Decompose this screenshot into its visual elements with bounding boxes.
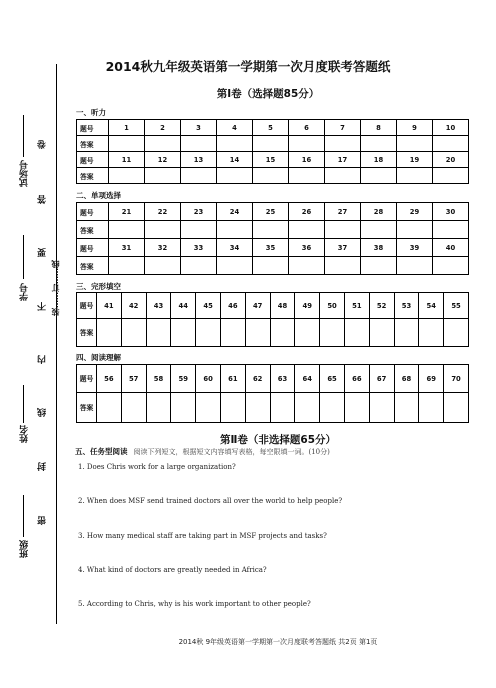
answer-cell[interactable] (344, 319, 369, 347)
answer-cell[interactable] (181, 168, 217, 184)
answer-cell[interactable] (419, 319, 444, 347)
question-number: 41 (97, 293, 122, 319)
class-label: 班级 (20, 540, 30, 558)
question-number: 38 (361, 239, 397, 257)
row-label: 题号 (77, 152, 109, 168)
question-number: 20 (433, 152, 469, 168)
task-reading-title: 五、任务型阅读 (75, 447, 128, 456)
question-number: 54 (419, 293, 444, 319)
seal-char-6: 线 (38, 408, 48, 417)
answer-cell[interactable] (270, 319, 295, 347)
table-row (77, 136, 469, 152)
answer-cell[interactable] (97, 393, 122, 423)
answer-cell[interactable] (145, 168, 181, 184)
answer-cell[interactable] (325, 168, 361, 184)
answer-cell[interactable] (220, 393, 245, 423)
question-number: 36 (289, 239, 325, 257)
seal-char-4: 不 (38, 302, 48, 311)
answer-cell[interactable] (433, 257, 469, 275)
answer-cell[interactable] (344, 393, 369, 423)
question-number: 42 (121, 293, 146, 319)
answer-cell[interactable] (253, 257, 289, 275)
table-row (77, 203, 469, 221)
table-row (77, 152, 469, 168)
question-3: 3. How many medical staff are taking part in MSF projects and tasks? (78, 532, 327, 540)
question-number: 48 (270, 293, 295, 319)
answer-cell[interactable] (146, 393, 171, 423)
answer-cell[interactable] (109, 257, 145, 275)
question-number: 13 (181, 152, 217, 168)
question-number: 14 (217, 152, 253, 168)
answer-cell[interactable] (145, 221, 181, 239)
answer-cell[interactable] (289, 136, 325, 152)
question-number: 4 (217, 120, 253, 136)
answer-cell[interactable] (217, 221, 253, 239)
answer-cell[interactable] (433, 168, 469, 184)
answer-cell[interactable] (146, 319, 171, 347)
question-number: 66 (344, 365, 369, 393)
question-number: 22 (145, 203, 181, 221)
table-row (77, 257, 469, 275)
question-number: 49 (295, 293, 320, 319)
question-number: 29 (397, 203, 433, 221)
cloze-heading: 三、完形填空 (76, 282, 121, 291)
answer-cell[interactable] (444, 393, 469, 423)
question-number: 34 (217, 239, 253, 257)
question-number: 19 (397, 152, 433, 168)
table-row (77, 293, 469, 319)
page-title: 2014秋九年级英语第一学期第一次月度联考答题纸 (105, 59, 391, 74)
question-number: 59 (171, 365, 196, 393)
answer-cell[interactable] (171, 393, 196, 423)
question-number: 70 (444, 365, 469, 393)
question-number: 45 (196, 293, 221, 319)
question-number: 63 (270, 365, 295, 393)
question-number: 37 (325, 239, 361, 257)
question-number: 21 (109, 203, 145, 221)
answer-cell[interactable] (109, 136, 145, 152)
question-number: 23 (181, 203, 217, 221)
row-label: 题号 (77, 239, 109, 257)
answer-cell[interactable] (109, 168, 145, 184)
seal-char-2: 答 (38, 195, 48, 204)
answer-cell[interactable] (253, 168, 289, 184)
seal-char-3: 要 (38, 248, 48, 257)
page-footer: 2014秋 9年级英语第一学期第一次月度联考答题纸 共2页 第1页 (178, 638, 378, 646)
question-5: 5. According to Chris, why is his work important to other people? (78, 600, 311, 608)
seat-no-line (23, 235, 24, 279)
question-number: 52 (369, 293, 394, 319)
answer-cell[interactable] (245, 393, 270, 423)
answer-cell[interactable] (196, 393, 221, 423)
answer-cell[interactable] (433, 136, 469, 152)
question-number: 16 (289, 152, 325, 168)
question-number: 17 (325, 152, 361, 168)
answer-cell[interactable] (270, 393, 295, 423)
table-row (77, 120, 469, 136)
name-label: 姓名 (20, 425, 30, 443)
question-number: 47 (245, 293, 270, 319)
question-number: 64 (295, 365, 320, 393)
question-number: 55 (444, 293, 469, 319)
answer-cell[interactable] (295, 319, 320, 347)
answer-cell[interactable] (217, 168, 253, 184)
question-number: 60 (196, 365, 221, 393)
answer-cell[interactable] (196, 319, 221, 347)
answer-cell[interactable] (397, 221, 433, 239)
answer-cell[interactable] (320, 319, 345, 347)
question-number: 10 (433, 120, 469, 136)
question-number: 33 (181, 239, 217, 257)
question-number: 5 (253, 120, 289, 136)
part1-title: 第Ⅰ卷（选择题85分） (216, 88, 320, 100)
question-number: 35 (253, 239, 289, 257)
row-label: 答案 (77, 168, 109, 184)
table-row (77, 239, 469, 257)
question-number: 28 (361, 203, 397, 221)
answer-cell[interactable] (325, 257, 361, 275)
answer-cell[interactable] (97, 319, 122, 347)
seal-char-7: 封 (38, 462, 48, 471)
question-number: 2 (145, 120, 181, 136)
single-choice-heading: 二、单项选择 (76, 191, 121, 200)
row-label: 答案 (77, 136, 109, 152)
question-number: 44 (171, 293, 196, 319)
row-label: 题号 (77, 120, 109, 136)
seal-char-1: 卷 (38, 140, 48, 149)
answer-cell[interactable] (109, 221, 145, 239)
question-number: 43 (146, 293, 171, 319)
single-choice-table (76, 202, 469, 275)
answer-cell[interactable] (325, 136, 361, 152)
table-row (77, 393, 469, 423)
answer-cell[interactable] (325, 221, 361, 239)
reading-table (76, 364, 469, 423)
question-number: 58 (146, 365, 171, 393)
answer-cell[interactable] (121, 319, 146, 347)
table-row (77, 168, 469, 184)
answer-cell[interactable] (444, 319, 469, 347)
question-number: 11 (109, 152, 145, 168)
answer-cell[interactable] (171, 319, 196, 347)
seal-char-8: 密 (38, 516, 48, 525)
answer-cell[interactable] (397, 136, 433, 152)
question-number: 53 (394, 293, 419, 319)
question-number: 62 (245, 365, 270, 393)
question-number: 50 (320, 293, 345, 319)
table-row (77, 365, 469, 393)
answer-cell[interactable] (361, 257, 397, 275)
seal-char-5: 内 (38, 355, 48, 364)
question-number: 67 (369, 365, 394, 393)
answer-cell[interactable] (181, 257, 217, 275)
row-label: 答案 (77, 257, 109, 275)
name-line (23, 385, 24, 423)
answer-cell[interactable] (181, 221, 217, 239)
question-number: 24 (217, 203, 253, 221)
answer-cell[interactable] (217, 136, 253, 152)
answer-cell[interactable] (369, 319, 394, 347)
question-number: 18 (361, 152, 397, 168)
question-number: 51 (344, 293, 369, 319)
question-number: 9 (397, 120, 433, 136)
answer-cell[interactable] (245, 319, 270, 347)
row-label: 题号 (77, 293, 97, 319)
cloze-table (76, 292, 469, 347)
answer-cell[interactable] (397, 168, 433, 184)
question-number: 61 (220, 365, 245, 393)
question-number: 3 (181, 120, 217, 136)
task-reading-heading (75, 446, 330, 457)
question-number: 25 (253, 203, 289, 221)
answer-cell[interactable] (369, 393, 394, 423)
question-number: 30 (433, 203, 469, 221)
answer-cell[interactable] (145, 136, 181, 152)
row-label: 答案 (77, 393, 97, 423)
row-label: 答案 (77, 221, 109, 239)
table-row (77, 221, 469, 239)
listening-table (76, 119, 469, 184)
binding-label: 装……订……线 (51, 260, 60, 316)
answer-cell[interactable] (121, 393, 146, 423)
question-number: 68 (394, 365, 419, 393)
question-number: 69 (419, 365, 444, 393)
question-number: 46 (220, 293, 245, 319)
class-line (23, 495, 24, 537)
answer-cell[interactable] (289, 257, 325, 275)
answer-cell[interactable] (295, 393, 320, 423)
answer-cell[interactable] (253, 136, 289, 152)
table-row (77, 319, 469, 347)
task-reading-instruction: 阅读下列短文，根据短文内容填写表格，每空限填一词。(10分) (133, 448, 330, 456)
answer-cell[interactable] (181, 136, 217, 152)
question-number: 40 (433, 239, 469, 257)
exam-room-line (23, 115, 24, 157)
question-number: 7 (325, 120, 361, 136)
answer-cell[interactable] (397, 257, 433, 275)
question-number: 8 (361, 120, 397, 136)
question-2: 2. When does MSF send trained doctors all over the world to help people? (78, 497, 343, 505)
question-number: 27 (325, 203, 361, 221)
question-number: 12 (145, 152, 181, 168)
answer-cell[interactable] (419, 393, 444, 423)
question-1: 1. Does Chris work for a large organization? (78, 463, 236, 471)
question-number: 6 (289, 120, 325, 136)
question-number: 39 (397, 239, 433, 257)
question-number: 15 (253, 152, 289, 168)
answer-cell[interactable] (361, 221, 397, 239)
answer-cell[interactable] (394, 319, 419, 347)
answer-cell[interactable] (361, 168, 397, 184)
answer-cell[interactable] (289, 221, 325, 239)
question-number: 65 (320, 365, 345, 393)
exam-room-label: 试场号 (20, 160, 30, 187)
row-label: 题号 (77, 365, 97, 393)
part2-title: 第Ⅱ卷（非选择题65分） (219, 434, 337, 446)
answer-cell[interactable] (145, 257, 181, 275)
answer-cell[interactable] (433, 221, 469, 239)
answer-cell[interactable] (361, 136, 397, 152)
answer-cell[interactable] (320, 393, 345, 423)
question-number: 1 (109, 120, 145, 136)
question-4: 4. What kind of doctors are greatly needed in Africa? (78, 566, 267, 574)
row-label: 题号 (77, 203, 109, 221)
reading-heading: 四、阅读理解 (76, 353, 121, 362)
listening-heading: 一、听力 (76, 108, 106, 117)
answer-cell[interactable] (253, 221, 289, 239)
question-number: 56 (97, 365, 122, 393)
answer-cell[interactable] (289, 168, 325, 184)
question-number: 32 (145, 239, 181, 257)
answer-cell[interactable] (220, 319, 245, 347)
question-number: 26 (289, 203, 325, 221)
question-number: 31 (109, 239, 145, 257)
answer-cell[interactable] (394, 393, 419, 423)
row-label: 答案 (77, 319, 97, 347)
question-number: 57 (121, 365, 146, 393)
seat-no-label: 学号 (20, 283, 30, 301)
answer-cell[interactable] (217, 257, 253, 275)
binding-dotted-line (56, 64, 57, 624)
